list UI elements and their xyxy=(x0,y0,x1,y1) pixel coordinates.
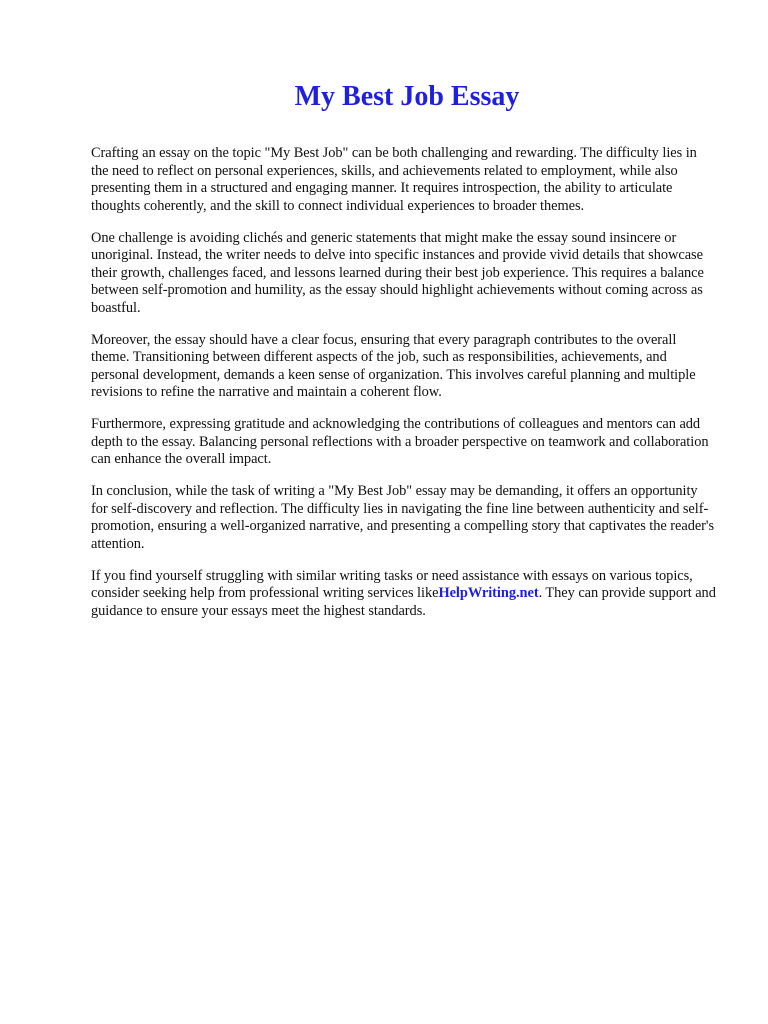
closing-text-after-link: . They can provide support and guidance to ensure your essays meet the highest standards. xyxy=(91,585,716,619)
paragraph-1: Crafting an essay on the topic "My Best Job" can be both challenging and rewarding. The difficulty lies in the need to reflect on personal experiences, skills, and achievements related to employment, while also presenting them in a structured and engaging manner. It requires introspection, the ability to articulate thoughts coherently, and the skill to connect individual experiences to broader themes. xyxy=(91,145,697,214)
paragraph-3: Moreover, the essay should have a clear focus, ensuring that every paragraph contributes to the overall theme. Transitioning between different aspects of the job, such as responsibilities, achievements, and personal development, demands a keen sense of organization. This involves careful planning and multiple revisions to refine the narrative and maintain a coherent flow. xyxy=(91,331,696,400)
paragraph-4: Furthermore, expressing gratitude and acknowledging the contributions of colleagues and mentors can add depth to the essay. Balancing personal reflections with a broader perspective on teamwork and collaboration can enhance the overall impact. xyxy=(91,416,709,467)
paragraph-5: In conclusion, while the task of writing a "My Best Job" essay may be demanding, it offers an opportunity for self-discovery and reflection. The difficulty lies in navigating the fine line between authenticity and self-promotion, ensuring a well-organized narrative, and presenting a compelling story that captivates the reader's attention. xyxy=(91,483,715,552)
closing-paragraph xyxy=(91,568,716,621)
essay-body xyxy=(91,145,716,635)
helpwriting-link[interactable]: HelpWriting.net xyxy=(438,585,539,601)
closing-text-before-link: If you find yourself struggling with similar writing tasks or need assistance with essays on various topics, consider seeking help from professional writing services like xyxy=(91,567,693,601)
paragraph-2: One challenge is avoiding clichés and generic statements that might make the essay sound insincere or unoriginal. Instead, the writer needs to delve into specific instances and provide vivid details that showcase their growth, challenges faced, and lessons learned during their best job experience. This requires a balance between self-promotion and humility, as the essay should highlight achievements without coming across as boastful. xyxy=(91,229,704,316)
page-title: My Best Job Essay xyxy=(294,81,520,112)
